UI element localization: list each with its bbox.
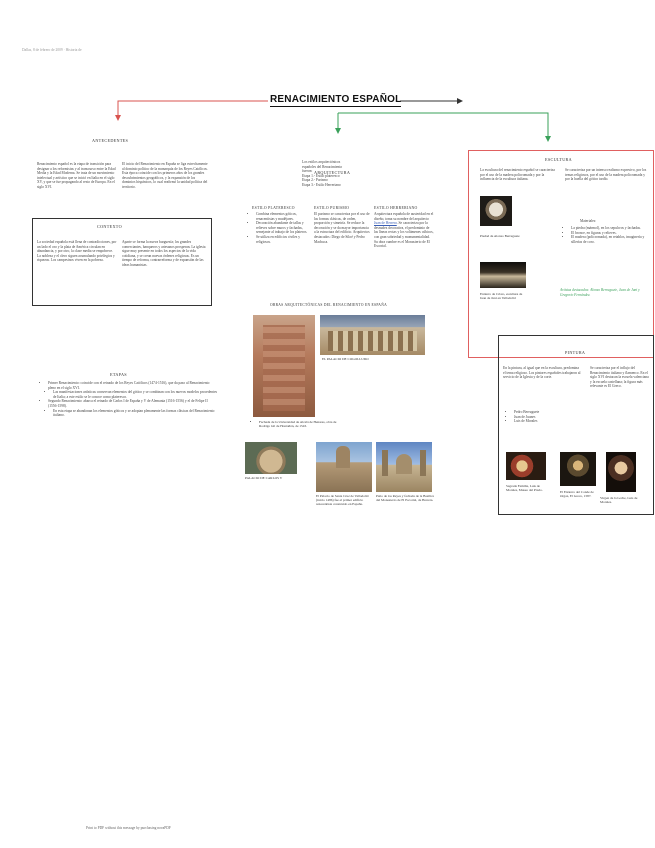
antecedentes-heading: ANTECEDENTES <box>92 138 129 143</box>
arquitectura-intro: Los estilos arquitectónicos españoles del Renacimiento fueron: Etapa 1.- Estilo plateresco Etapa 2.- Purismo Etapa 3.- Estilo Herreriano <box>302 160 343 187</box>
arrow-to-escultura <box>338 113 548 138</box>
purismo-heading: ESTILO PURISMO <box>314 206 350 210</box>
santa-cruz-caption: El Palacio de Santa Cruz de Valladolid (inicio 1486) fue el primer edificio renacentista construido en España. <box>316 494 369 507</box>
materiales-heading: Materiales: <box>580 219 597 223</box>
conde-orgaz-caption: El Entierro del Conde de Orgaz, El Greco, 1587. <box>560 490 594 499</box>
escultura-intro: La escultura del renacimiento español se caracteriza por el uso de la madera policromada y por la influencia de la escultura italiana. <box>480 168 555 182</box>
materiales-list: • La piedra (mármol), en los sepulcros y fachadas. • El bronce, en figuras y relieves. • El madera (policromada), en retablos, imaginería y sillerías de coro. <box>565 226 653 244</box>
antecedentes-text-1: Renacimiento español es la etapa de transición para designar a los reformistas y al transcurso entre la Edad Media y la Edad Moderna. Se trata de un movimiento intelectual y artístico que se inició en Italia en el siglo XV, y que se fue propagando al resto de Europa. En el siglo XVI. <box>37 162 116 189</box>
herreriano-heading: ESTILO HERRERIANO <box>374 206 418 210</box>
escultura-artists-note: Artistas destacados: Alonso Berruguete, Juan de Juni y Gregorio Fernández. <box>560 288 640 297</box>
contexto-heading: CONTEXTO <box>97 224 122 229</box>
etapa-item: • Segundo Renacimiento: abarca el reinado de Carlos I de España y V de Alemania (1516-1556) y el de Felipe II (1556-1598). <box>48 399 218 408</box>
virgen-leche-caption: Virgen de la Leche, Luis de Morales. <box>600 496 638 505</box>
palacio-santa-cruz-photo <box>316 442 372 492</box>
virgen-leche-photo <box>606 452 636 492</box>
page-title: RENACIMIENTO ESPAÑOL <box>270 94 402 105</box>
palacio-cogolludo-photo <box>320 315 425 355</box>
etapa-item: • Las manifestaciones artísticas conservan elementos del gótico y se combinan con los nuevos modelos procedentes de Italia; a este estilo se le conoce como plateresco. <box>53 390 218 399</box>
purismo-text: El purismo se caracteriza por el uso de las formas clásicas, de orden, proporción y simetría. Se reduce la decoración y se da mayor importancia a la estructura del edificio. Arquitectos destacados: Diego de Siloé y Pedro Machuca. <box>314 212 370 244</box>
sagrada-familia-photo <box>506 452 546 480</box>
piedad-caption: Piedad de Alonso Berruguete <box>480 234 520 238</box>
antecedentes-text-2: El inicio del Renacimiento en España se liga estrechamente al dominio político de la monarquía de los Reyes Católicos. Esta época coincide con los primeros años de los grandes descubrimientos geográficos, y la expansión de los dominios hispánicos, lo cual reafirmó la unidad política del territorio. <box>122 162 208 189</box>
pintura-heading: PINTURA <box>565 350 586 355</box>
pintura-painters-list: • Pedro Berruguete • Juan de Juanes • Luis de Morales <box>508 410 584 424</box>
juan-de-herrera-link[interactable]: Juan de Herrera <box>374 221 397 226</box>
header-meta: Dallas, 8 de febrero de 2009 · Historia de <box>22 48 82 52</box>
cogolludo-caption: EL PALACIO DE COGOLLUDO <box>322 357 369 361</box>
alcala-caption: • Fachada de la Universidad de Alcalá de Henares, obra de Rodrigo Gil de Hontañón, de 1543. <box>253 420 339 428</box>
universidad-alcala-photo <box>253 315 315 417</box>
herreriano-text: Arquitectura española de austeridad en el diseño, toma su nombre del arquitecto Juan de Herrera. Se caracteriza por la desnudez decorativa, el predominio de las líneas rectas y los volúmenes cúbicos, con gran sobriedad y monumentalidad. Su obra cumbre es el Monasterio de El Escorial. <box>374 212 434 249</box>
etapa-item: • Primer Renacimiento: coincide con el reinado de los Reyes Católicos (1474-1516), que da paso al Renacimiento pleno en el siglo XVI. <box>48 381 218 390</box>
arquitectura-heading: ARQUITECTURA <box>314 170 351 175</box>
plateresco-list: • Combina elementos góticos, renacentistas y mudéjares. • Decoración abundante de tallas y relieves sobre muros y fachadas, semejante al trabajo de los plateros. • Se utiliza en edificios civiles y religiosos. <box>250 212 314 244</box>
palacio-carlos-v-photo <box>245 442 297 474</box>
escultura-right-intro: Se caracteriza por un intenso realismo expresivo, por los temas religiosos, por el uso de la madera policromada y por la huella del gótico tardío. <box>565 168 647 182</box>
escorial-photo <box>376 442 432 492</box>
contexto-text-2: Aparte se forma la nueva burguesía; los grandes comerciantes, banqueros y artesanos prosperan. La iglesia sigue muy presente en todos los aspectos de la vida cotidiana, y se crean nuevas órdenes religiosas. Es un tiempo de reforma, contrarreforma y de expansión de las ideas humanistas. <box>122 240 206 267</box>
sagrada-familia-caption: Sagrada Familia, Luis de Morales, Museo del Prado. <box>506 484 543 493</box>
entierro-caption: Entierro de Cristo, escultura de Juan de Juni en Valladolid <box>480 292 523 301</box>
escorial-caption: Patio de los Reyes y fachada de la Basílica del Monasterio de El Escorial, de Herrera. <box>376 494 434 503</box>
piedad-berruguete-photo <box>480 196 512 226</box>
contexto-text-1: La sociedad española está llena de contradicciones, por un lado el oro y la plata de América circulan en abundancia, y por otro, la clase media se empobrece. La nobleza y el clero siguen acumulando privilegios y riquezas. Los campesinos viven en la pobreza. <box>37 240 117 263</box>
etapa-item: • En esta etapa se abandonan los elementos góticos y se adoptan plenamente las formas clásicas del Renacimiento italiano. <box>53 409 218 418</box>
entierro-juni-photo <box>480 262 526 288</box>
pintura-text-2: Se caracteriza por el influjo del Renacimiento italiano y flamenco. En el siglo XVI destacan la escuela valenciana y la escuela castellana; la figura más relevante es El Greco. <box>590 366 649 389</box>
pintura-text-1: En la pintura, al igual que en la escultura, predomina el tema religioso. Los pintores españoles trabajaron al servicio de la Iglesia y de la corte. <box>503 366 581 380</box>
conde-orgaz-photo <box>560 452 596 486</box>
obras-heading: OBRAS ARQUITECTÓNICAS DEL RENACIMIENTO EN ESPAÑA <box>270 303 387 307</box>
footer-note: Print to PDF without this message by purchasing novaPDF <box>86 826 171 830</box>
etapas-heading: ETAPAS <box>110 372 127 377</box>
escultura-heading: ESCULTURA <box>545 157 572 162</box>
carlos-v-caption: PALACIO DE CARLOS V <box>245 476 283 480</box>
arrow-to-antecedentes <box>118 101 268 116</box>
plateresco-heading: ESTILO PLATERESCO <box>252 206 295 210</box>
etapas-list <box>42 381 218 418</box>
